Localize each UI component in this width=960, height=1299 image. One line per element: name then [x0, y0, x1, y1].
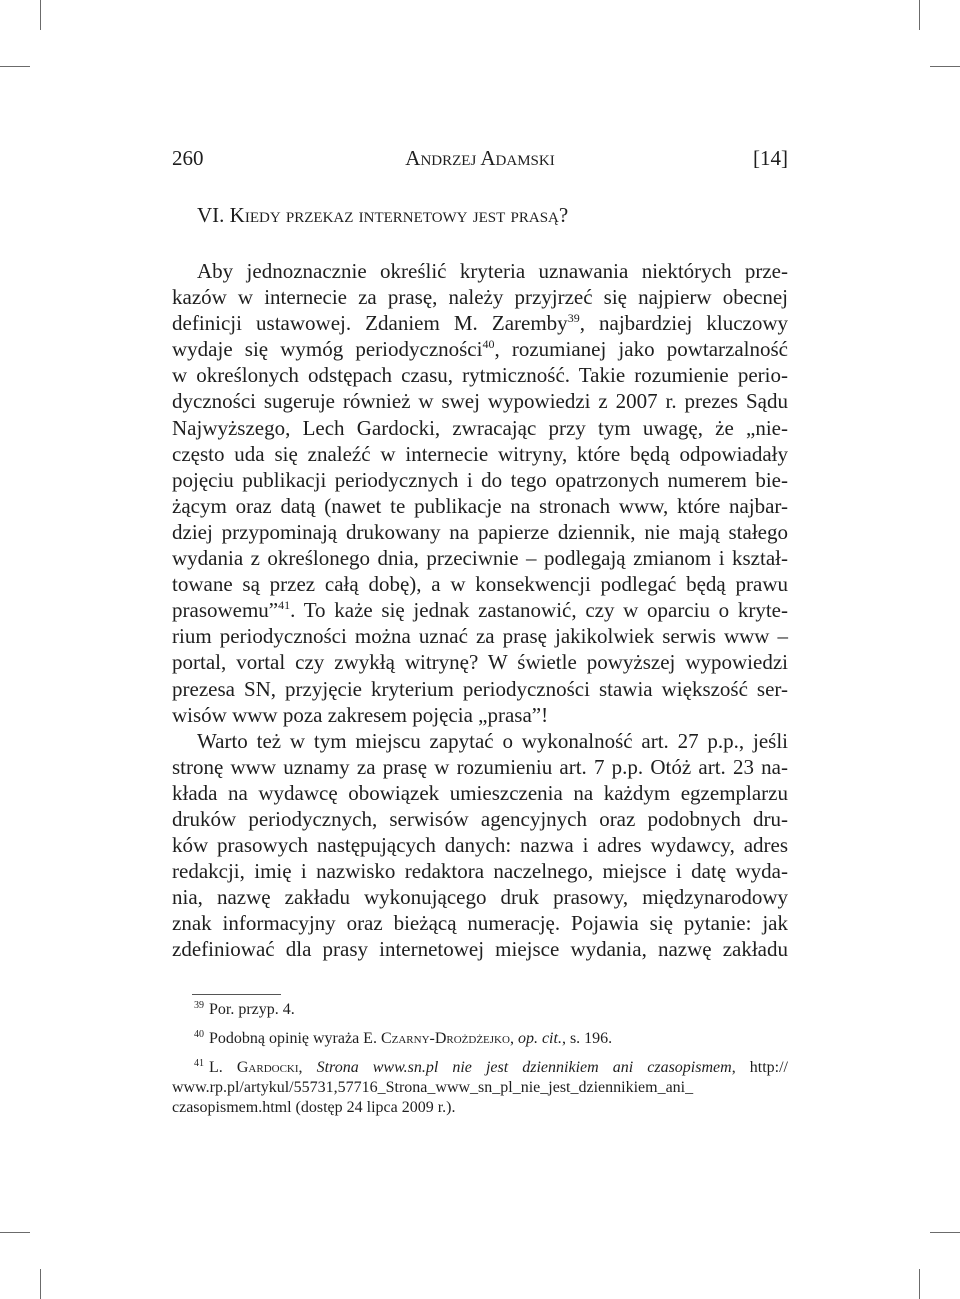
- text-line: często uda się znaleźć w internecie witryny, które będą odpowiadały: [172, 441, 788, 466]
- crop-mark: [919, 1269, 920, 1299]
- text-line: żącym oraz datą (nawet te publikacje na stronach www, które najbar-: [172, 493, 788, 518]
- footnote-39: $^{39}$ Por. przyp. 4.: [194, 999, 295, 1018]
- text-line: pojęciu publikacji periodycznych i do tego opatrzonych numerem bie-: [172, 467, 788, 492]
- crop-mark: [40, 0, 41, 30]
- text-line: w określonych odstępach czasu, rytmiczność. Takie rozumienie perio-: [172, 363, 788, 388]
- text-line: ków prasowych następujących danych: nazwa i adres wydawcy, adres: [172, 833, 788, 858]
- section-marker: [14]: [753, 146, 788, 170]
- text-line: prezesa SN, przyjęcie kryterium periodyczności stawia większość ser-: [172, 676, 788, 701]
- text-line: redakcji, imię i nazwisko redaktora naczelnego, miejsce i datę wyda-: [172, 859, 788, 884]
- footnote-ref: 39: [567, 311, 580, 326]
- crop-mark: [930, 1232, 960, 1233]
- footnote-41-url: www.rp.pl/artykul/55731,57716_Strona_www_sn_pl_nie_jest_dziennikiem_ani_: [172, 1079, 694, 1096]
- crop-mark: [0, 66, 30, 67]
- body-text: [172, 258, 788, 963]
- text-line: zdefiniować dla prasy internetowej miejsce wydania, nazwę zakładu: [172, 937, 788, 962]
- text-line: wisów www poza zakresem pojęcia „prasa”!: [172, 702, 549, 727]
- text-line: znak informacyjny oraz bieżącą numerację. Pojawia się pytanie: jak: [172, 911, 788, 936]
- text-line: druków periodycznych, serwisów agencyjnych oraz podobnych dru-: [172, 806, 788, 831]
- text-line: wydania z określonego dnia, przeciwnie – podlegają zmianom i kształ-: [172, 546, 788, 571]
- text-line: rium periodyczności można uznać za prasę jakikolwiek serwis www –: [172, 624, 788, 649]
- text-line: Aby jednoznacznie określić kryteria uznawania niektórych prze-: [197, 259, 788, 283]
- text-line: portal, vortal czy zwykłą witrynę? W świetle powyższej wypowiedzi: [172, 650, 788, 675]
- text-line: towane są przez całą dobę), a w konsekwencji podlegać będą prawu: [172, 572, 788, 597]
- text-line: stronę www uznamy za prasę w rozumieniu art. 7 p.p. Otóż art. 23 na-: [172, 754, 788, 779]
- text-line: kazów w internecie za prasę, należy przyjrzeć się najpierw obecnej: [172, 285, 788, 310]
- crop-mark: [40, 1269, 41, 1299]
- footnotes: [172, 1000, 788, 1118]
- footnote-ref: 40: [482, 337, 495, 352]
- crop-mark: [0, 1232, 30, 1233]
- running-header: [172, 146, 788, 176]
- text-line: Warto też w tym miejscu zapytać o wykonalność art. 27 p.p., jeśli: [197, 728, 788, 753]
- footnote-41-url-end: czasopismem.html (dostęp 24 lipca 2009 r.).: [172, 1099, 456, 1116]
- section-title: VI. Kiedy przekaz internetowy jest prasą?: [197, 203, 569, 227]
- footnote-41: $^{41}$ L. Gardocki, Strona www.sn.pl nie jest dziennikiem ani czasopismem, http://: [194, 1057, 789, 1076]
- text-line: prasowemu”$^{41}$. To każe się jednak zastanowić, czy w oparciu o kryte-: [172, 598, 788, 623]
- text-line: nia, nazwę zakładu wykonującego druk prasowy, międzynarodowy: [172, 885, 788, 910]
- crop-mark: [919, 0, 920, 30]
- footnote-divider: [192, 994, 281, 995]
- text-line: Najwyższego, Lech Gardocki, zwracając przy tym uwagę, że „nie-: [172, 415, 788, 440]
- text-line: dyczności sugeruje również w swej wypowiedzi z 2007 r. prezes Sądu: [172, 389, 788, 414]
- text-line: dziej przypominają drukowany na papierze dziennik, nie mają stałego: [172, 519, 788, 544]
- crop-mark: [930, 66, 960, 67]
- footnote-40: $^{40}$ Podobną opinię wyraża E. Czarny-Drożdżejko, op. cit., s. 196.: [194, 1028, 613, 1047]
- footnote-ref: 41: [278, 598, 291, 613]
- text-line: wydaje się wymóg periodyczności$^{40}$, rozumianej jako powtarzalność: [172, 337, 788, 362]
- running-author: Andrzej Adamski: [405, 146, 555, 170]
- page-number: 260: [172, 146, 204, 170]
- text-line: kłada na wydawcę obowiązek umieszczenia na każdym egzemplarzu: [172, 780, 788, 805]
- text-line: definicji ustawowej. Zdaniem M. Zaremby$^{39}$, najbardziej kluczowy: [172, 311, 788, 336]
